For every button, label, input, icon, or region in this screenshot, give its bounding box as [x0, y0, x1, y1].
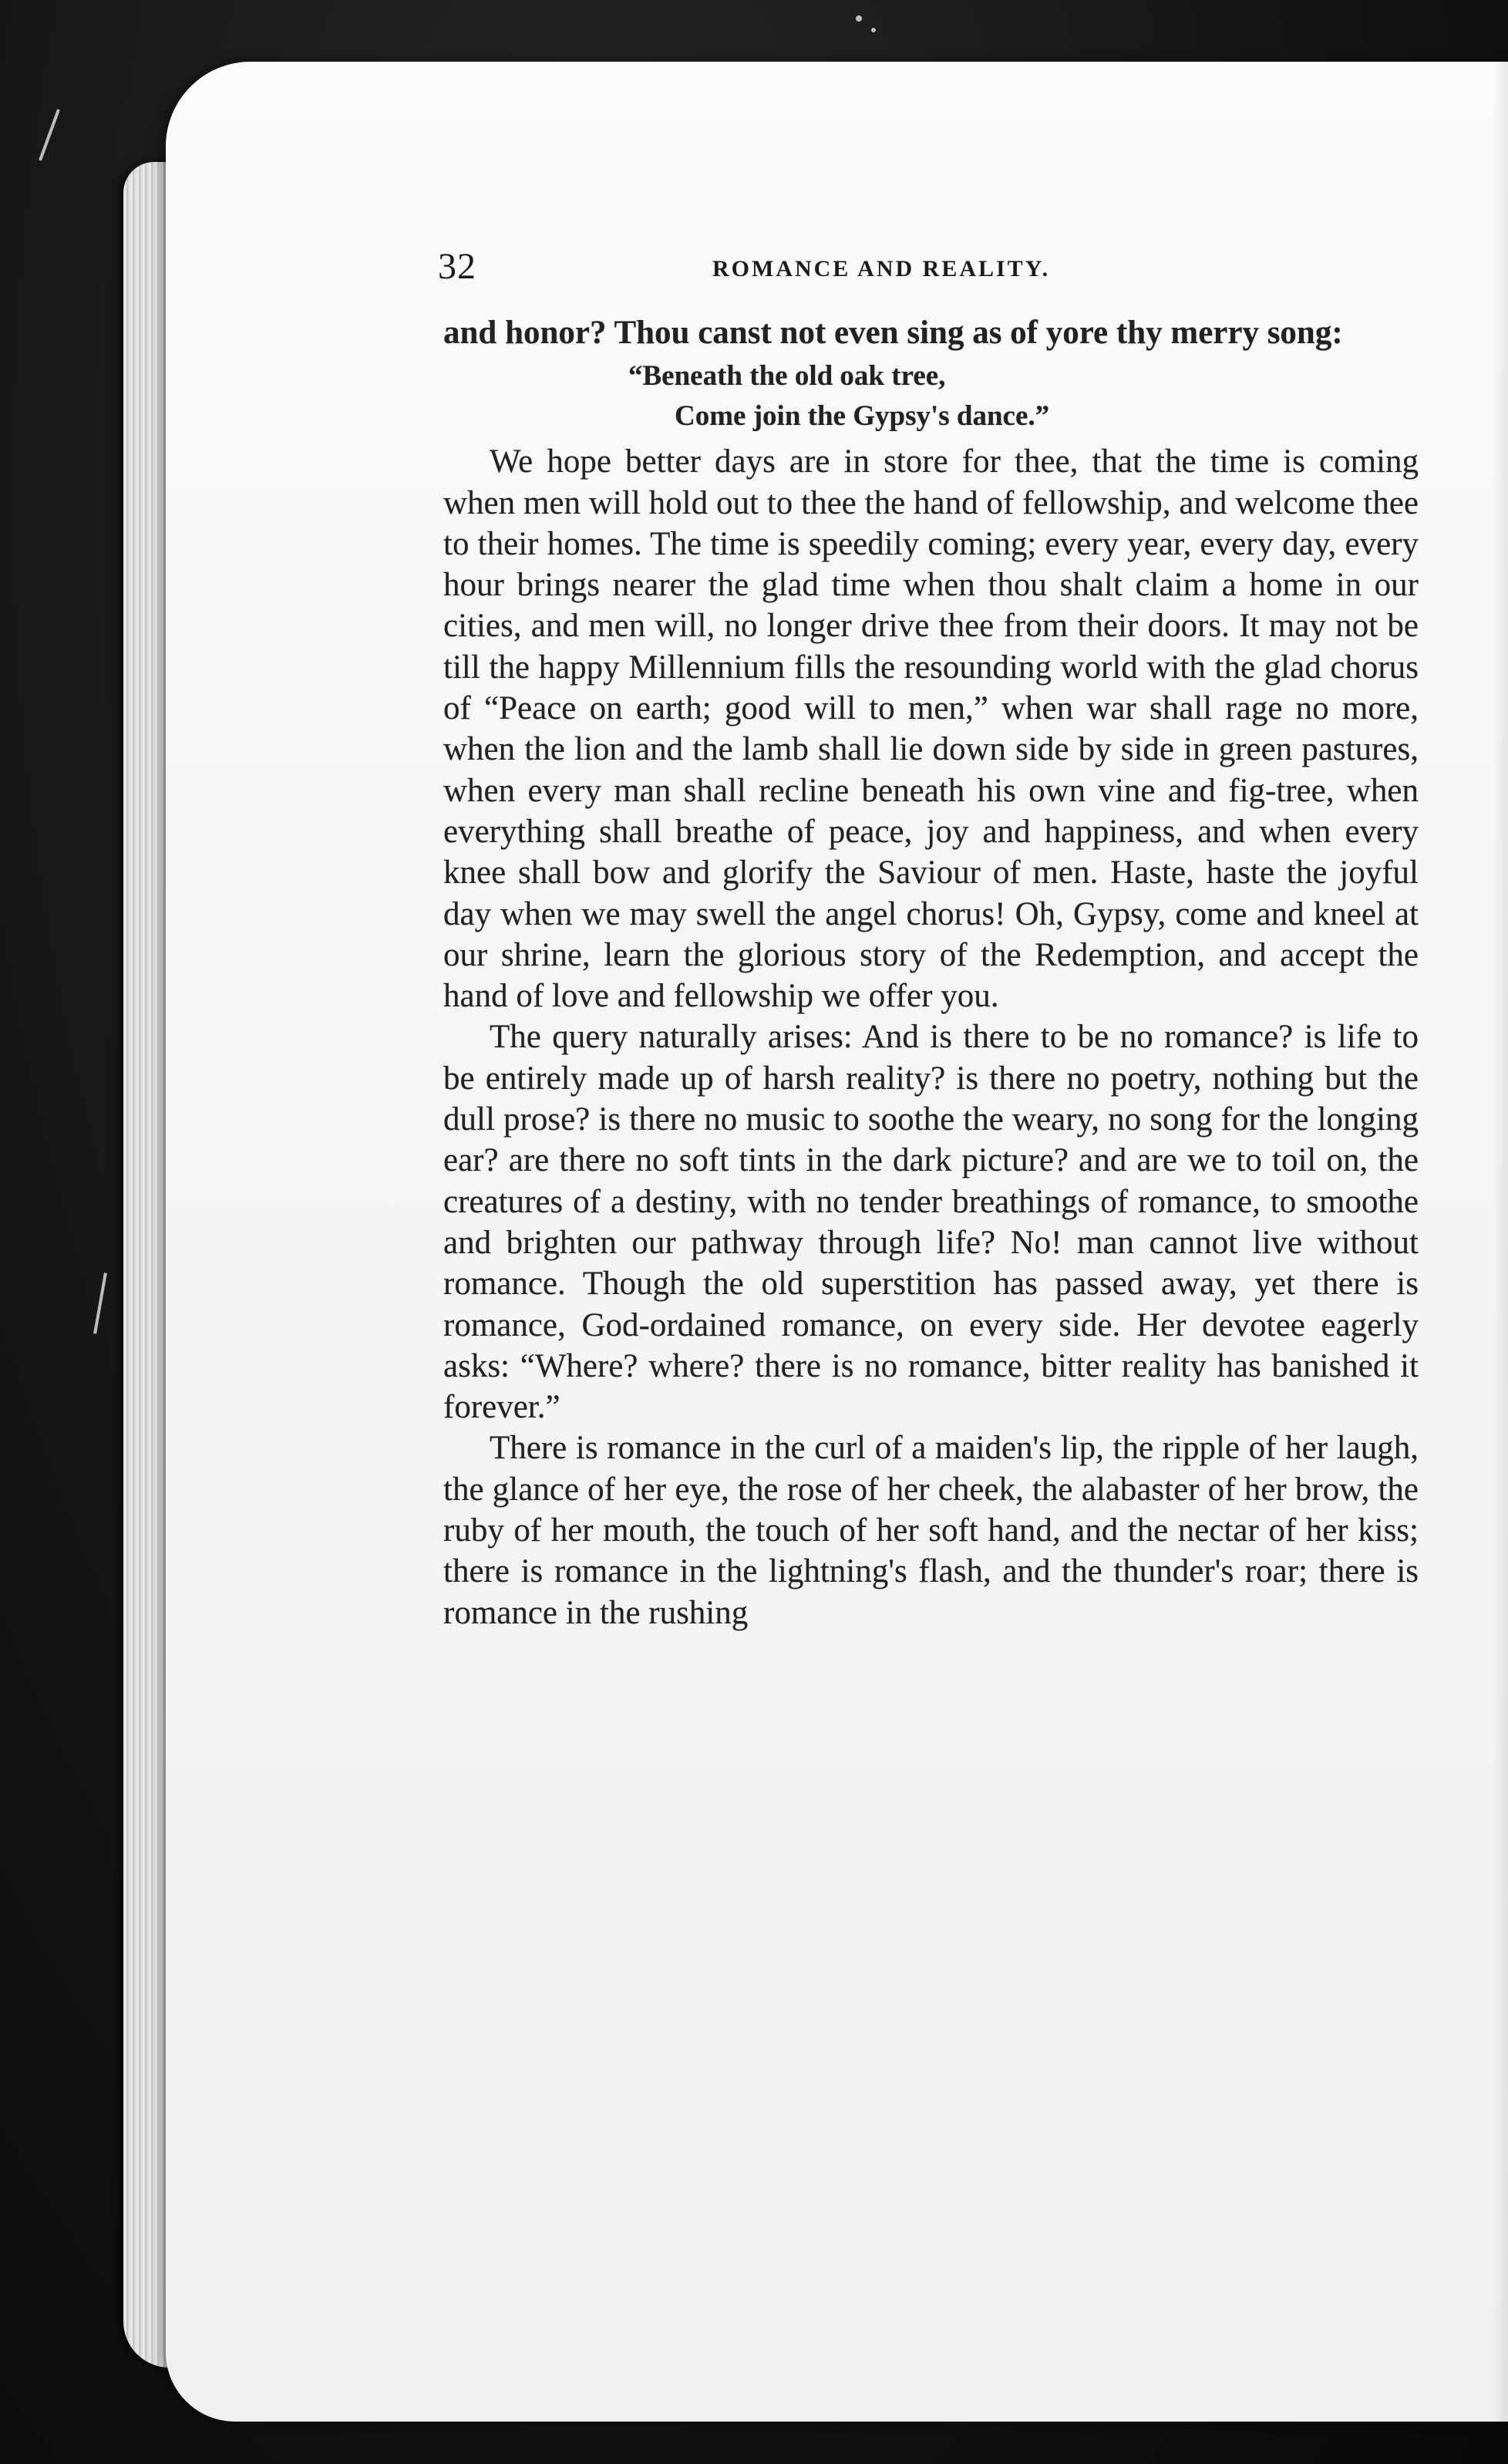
scan-speck	[871, 28, 876, 32]
page-header	[438, 245, 1440, 292]
scan-speck	[93, 1272, 107, 1333]
page-number: 32	[438, 246, 476, 287]
page-body	[443, 312, 1419, 1633]
verse-line-1: “Beneath the old oak tree,	[628, 360, 946, 393]
verse-line-2: Come join the Gypsy's dance.”	[675, 400, 1050, 433]
scan-speck	[856, 15, 862, 22]
scan-speck	[39, 109, 60, 160]
verse-quote	[443, 356, 1419, 437]
paragraph-1: and honor? Thou canst not even sing as of yore thy merry song:	[443, 315, 1343, 351]
paragraph-3: The query naturally arises: And is there to be no romance? is life to be entirely made up of harsh reality? is there no poetry, nothing but the dull prose? is there no music to soothe the weary, no song for the longing ear? are there no soft tints in the dark picture? and are we to toil on, the creatures of a destiny, with no tender breathings of romance, to smoothe and brighten our pathway through life? No! man cannot live without romance. Though the old superstition has passed away, yet there is romance, God-ordained romance, on every side. Her devotee eagerly asks: “Where? where? there is no romance, bitter reality has banished it forever.”	[443, 1019, 1419, 1426]
paragraph-2: We hope better days are in store for thee, that the time is coming when men will hold out to thee the hand of fellowship, and welcome thee to their homes. The time is speedily coming; every year, every day, every hour brings nearer the glad time when thou shalt claim a home in our cities, and men will, no longer drive thee from their doors. It may not be till the happy Millennium fills the resounding world with the glad chorus of “Peace on earth; good will to men,” when war shall rage no more, when the lion and the lamb shall lie down side by side in green pastures, when every man shall recline beneath his own vine and fig-tree, when everything shall breathe of peace, joy and happiness, and when every knee shall bow and glorify the Saviour of men. Haste, haste the joyful day when we may swell the angel chorus! Oh, Gypsy, come and kneel at our shrine, learn the glorious story of the Redemption, and accept the hand of love and fellowship we offer you.	[443, 443, 1419, 1015]
running-head: ROMANCE AND REALITY.	[712, 256, 1051, 281]
paragraph-4: There is romance in the curl of a maiden's lip, the ripple of her laugh, the glance of her eye, the rose of her cheek, the alabaster of her brow, the ruby of her mouth, the touch of her soft hand, and the nectar of her kiss; there is romance in the lightning's flash, and the thunder's roar; there is romance in the rushing	[443, 1430, 1419, 1631]
